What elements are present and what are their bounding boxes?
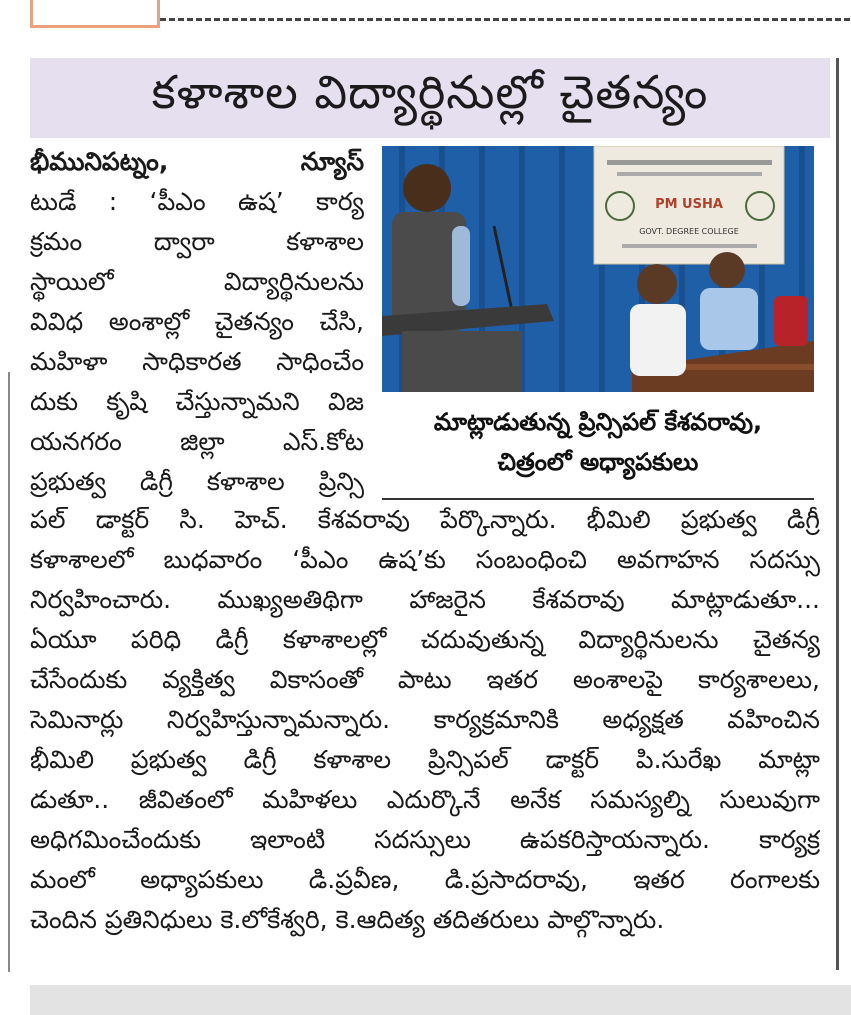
article-line: చేసేందుకు వ్యక్తిత్వ వికాసంతో పాటు ఇతర అంశాలపై కార్యశాలలు, xyxy=(30,665,820,694)
article-line: స్థాయిలో విద్యార్థినులను xyxy=(30,267,364,296)
article-line: మహిళా సాధికారత సాధించేం xyxy=(30,347,364,376)
article-line: నిర్వహించారు. ముఖ్యఅతిథిగా హాజరైన కేశవరావు మాట్లాడుతూ... xyxy=(30,585,820,614)
caption-line: మాట్లాడుతున్న ప్రిన్సిపల్ కేశవరావు, xyxy=(433,408,763,436)
article-line: ఏయూ పరిధి డిగ్రీ కళాశాలల్లో చదువుతున్న విద్యార్థినులను చైతన్య xyxy=(30,625,820,654)
article-line: అధిగమించేందుకు ఇలాంటి సదస్సులు ఉపకరిస్తాయన్నారు. కార్యక్ర xyxy=(30,825,820,854)
article-line: భీమునిపట్నం, న్యూస్ xyxy=(30,147,364,176)
headline-band xyxy=(30,58,830,138)
previous-article-box xyxy=(30,0,160,28)
column-rule-right xyxy=(836,58,839,970)
article-line: దుకు కృషి చేస్తున్నామని విజ xyxy=(30,387,364,416)
photo-caption xyxy=(382,402,814,482)
column-rule-left xyxy=(8,372,10,972)
dashed-divider xyxy=(160,18,850,21)
article-full-text xyxy=(30,500,820,940)
headline: కళాశాల విద్యార్థినుల్లో చైతన్యం xyxy=(151,65,709,119)
banner-subtitle: GOVT. DEGREE COLLEGE xyxy=(639,227,739,236)
article-line: క్రమం ద్వారా కళాశాల xyxy=(30,227,364,256)
article-line: డుతూ.. జీవితంలో మహిళలు ఎదుర్కొనే అనేక సమస్యల్ని సులువుగా xyxy=(30,785,820,814)
article-line: కళాశాలలో బుధవారం ‘పీఎం ఉష’కు సంబంధించి అవగాహన సదస్సు xyxy=(30,545,820,574)
news-photo xyxy=(382,146,814,392)
article-line: సెమినార్లు నిర్వహిస్తున్నామన్నారు. కార్యక్రమానికి అధ్యక్షత వహించిన xyxy=(30,705,820,734)
banner-title: PM USHA xyxy=(655,197,723,212)
article-line: పల్ డాక్టర్ సి. హెచ్. కేశవరావు పేర్కొన్నారు. భీమిలి ప్రభుత్వ డిగ్రీ xyxy=(30,505,820,534)
article-line: వివిధ అంశాల్లో చైతన్యం చేసి, xyxy=(30,307,364,336)
article-line: చెందిన ప్రతినిధులు కె.లోకేశ్వరి, కె.ఆదిత్య తదితరులు పాల్గొన్నారు. xyxy=(30,905,665,934)
article-column-text xyxy=(30,142,370,502)
article-line: మంలో అధ్యాపకులు డి.ప్రవీణ, డి.ప్రసాదరావు, ఇతర రంగాలకు xyxy=(30,865,820,894)
article-line: యనగరం జిల్లా ఎస్.కోట xyxy=(30,427,364,456)
top-strip xyxy=(0,0,851,34)
photo-illustration xyxy=(382,146,814,392)
article-line: టుడే : ‘పీఎం ఉష’ కార్య xyxy=(30,187,364,216)
article-line: ప్రభుత్వ డిగ్రీ కళాశాల ప్రిన్సి xyxy=(30,467,364,496)
next-article-band xyxy=(30,985,851,1015)
article-line: భీమిలి ప్రభుత్వ డిగ్రీ కళాశాల ప్రిన్సిపల్ డాక్టర్ పి.సురేఖ మాట్లా xyxy=(30,745,820,774)
caption-line: చిత్రంలో అధ్యాపకులు xyxy=(497,448,699,476)
